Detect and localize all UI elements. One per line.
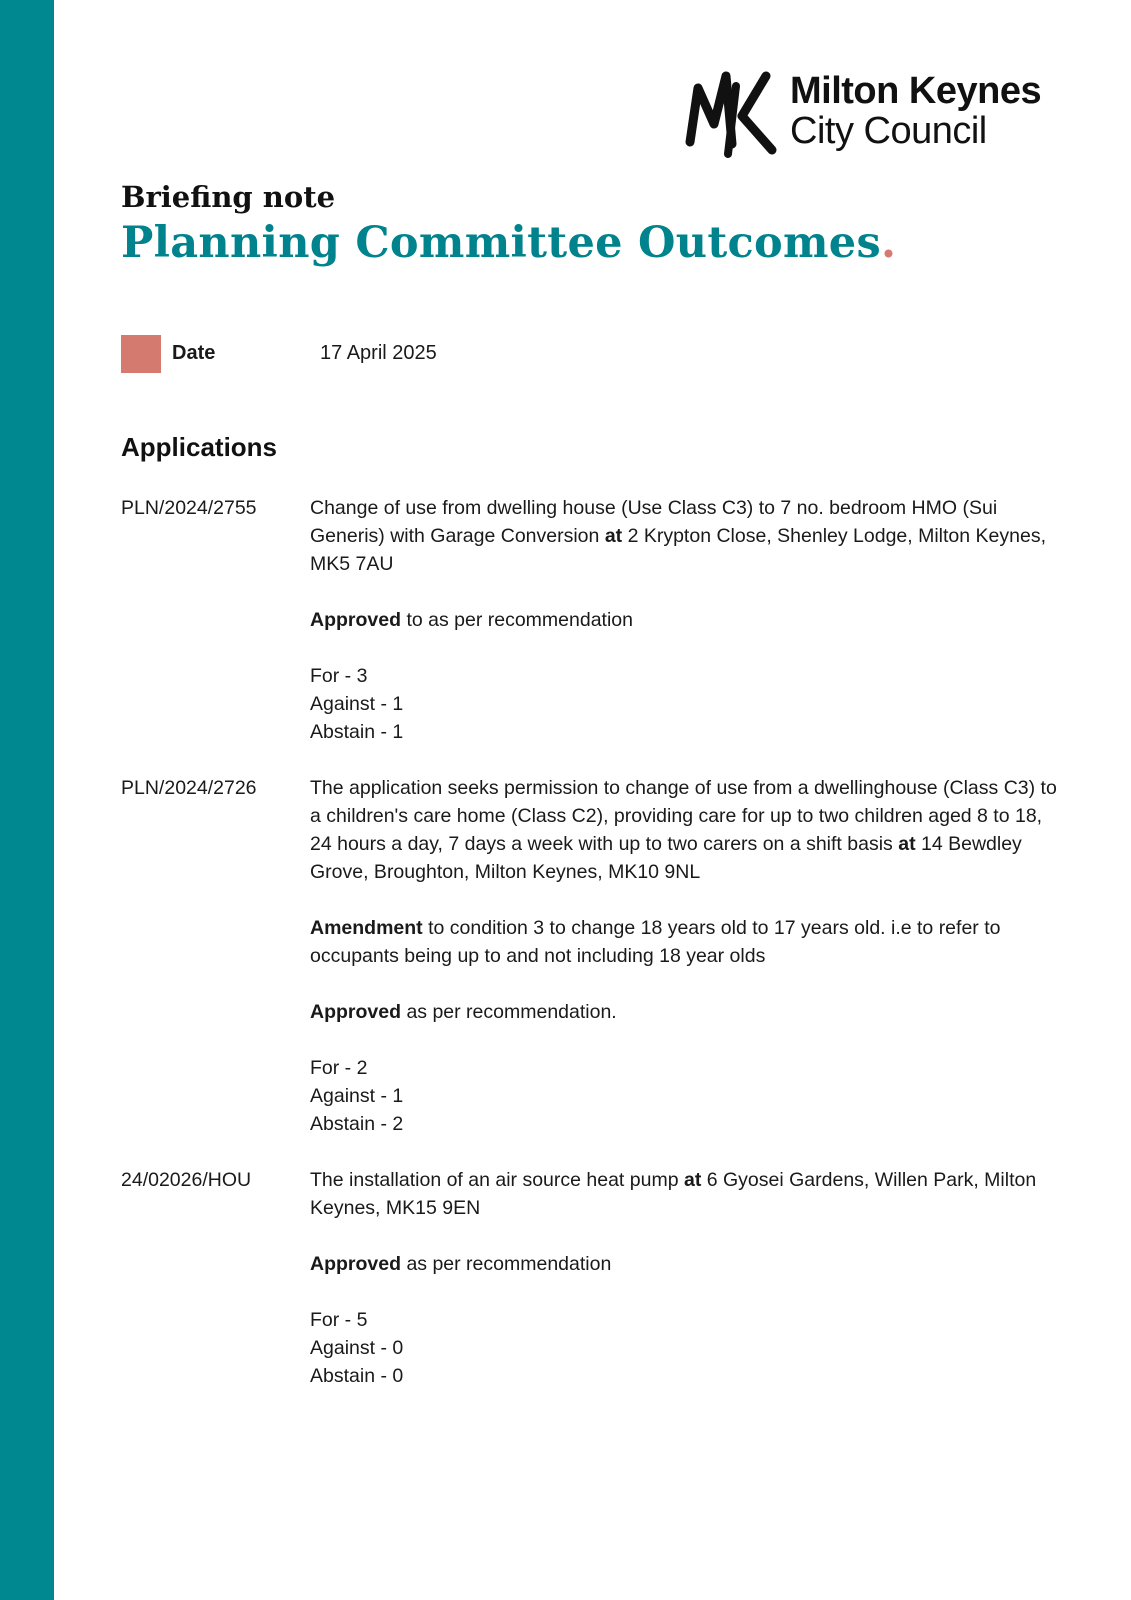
application-decision: Approved as per recommendation. xyxy=(310,1001,617,1023)
vote-for: For - 3 xyxy=(310,665,368,687)
application-ref: PLN/2024/2726 xyxy=(121,777,257,799)
application-decision: Approved to as per recommendation xyxy=(310,609,633,631)
mk-logo-icon xyxy=(684,66,780,166)
vote-counts xyxy=(310,1054,1065,1138)
vote-against: Against - 1 xyxy=(310,693,404,715)
vote-abstain: Abstain - 0 xyxy=(310,1365,404,1387)
application-amendment: Amendment to condition 3 to change 18 years old to 17 years old. i.e to refer to occupants being up to and not including 18 year olds xyxy=(310,917,1001,967)
logo-line-1: Milton Keynes xyxy=(790,70,1042,112)
application-body xyxy=(310,1166,1065,1390)
application-item xyxy=(121,774,1065,1138)
side-color-bar xyxy=(0,0,54,1600)
section-heading: Applications xyxy=(121,432,278,462)
application-description: Change of use from dwelling house (Use Class C3) to 7 no. bedroom HMO (Sui Generis) with Garage Conversion at 2 Krypton Close, Shenley Lodge, Milton Keynes, MK5 7AU xyxy=(310,497,1046,575)
application-description: The application seeks permission to change of use from a dwellinghouse (Class C3) to a children's care home (Class C2), providing care for up to two children aged 8 to 18, 24 hours a day, 7 days a week with up to two carers on a shift basis at 14 Bewdley Grove, Broughton, Milton Keynes, MK10 9NL xyxy=(310,777,1057,883)
page-title xyxy=(121,218,896,268)
date-label: Date xyxy=(172,342,216,364)
page-title-text: Planning Committee Outcomes xyxy=(121,218,881,268)
date-row xyxy=(121,335,721,375)
vote-against: Against - 1 xyxy=(310,1085,404,1107)
briefing-label: Briefing note xyxy=(121,180,336,214)
vote-against: Against - 0 xyxy=(310,1337,404,1359)
vote-for: For - 2 xyxy=(310,1057,368,1079)
applications-list xyxy=(121,494,1065,1418)
application-item xyxy=(121,1166,1065,1390)
vote-counts xyxy=(310,1306,1065,1390)
application-ref: PLN/2024/2755 xyxy=(121,497,257,519)
council-logo xyxy=(684,66,1064,166)
date-marker xyxy=(121,335,161,373)
vote-for: For - 5 xyxy=(310,1309,368,1331)
application-decision: Approved as per recommendation xyxy=(310,1253,612,1275)
vote-abstain: Abstain - 1 xyxy=(310,721,404,743)
application-ref: 24/02026/HOU xyxy=(121,1169,252,1191)
vote-abstain: Abstain - 2 xyxy=(310,1113,404,1135)
application-description: The installation of an air source heat pump at 6 Gyosei Gardens, Willen Park, Milton Keynes, MK15 9EN xyxy=(310,1169,1037,1219)
title-dot: . xyxy=(880,218,897,268)
application-body xyxy=(310,494,1065,746)
logo-line-2: City Council xyxy=(790,109,987,152)
vote-counts xyxy=(310,662,1065,746)
date-value: 17 April 2025 xyxy=(320,342,437,364)
application-body xyxy=(310,774,1065,1138)
application-item xyxy=(121,494,1065,746)
